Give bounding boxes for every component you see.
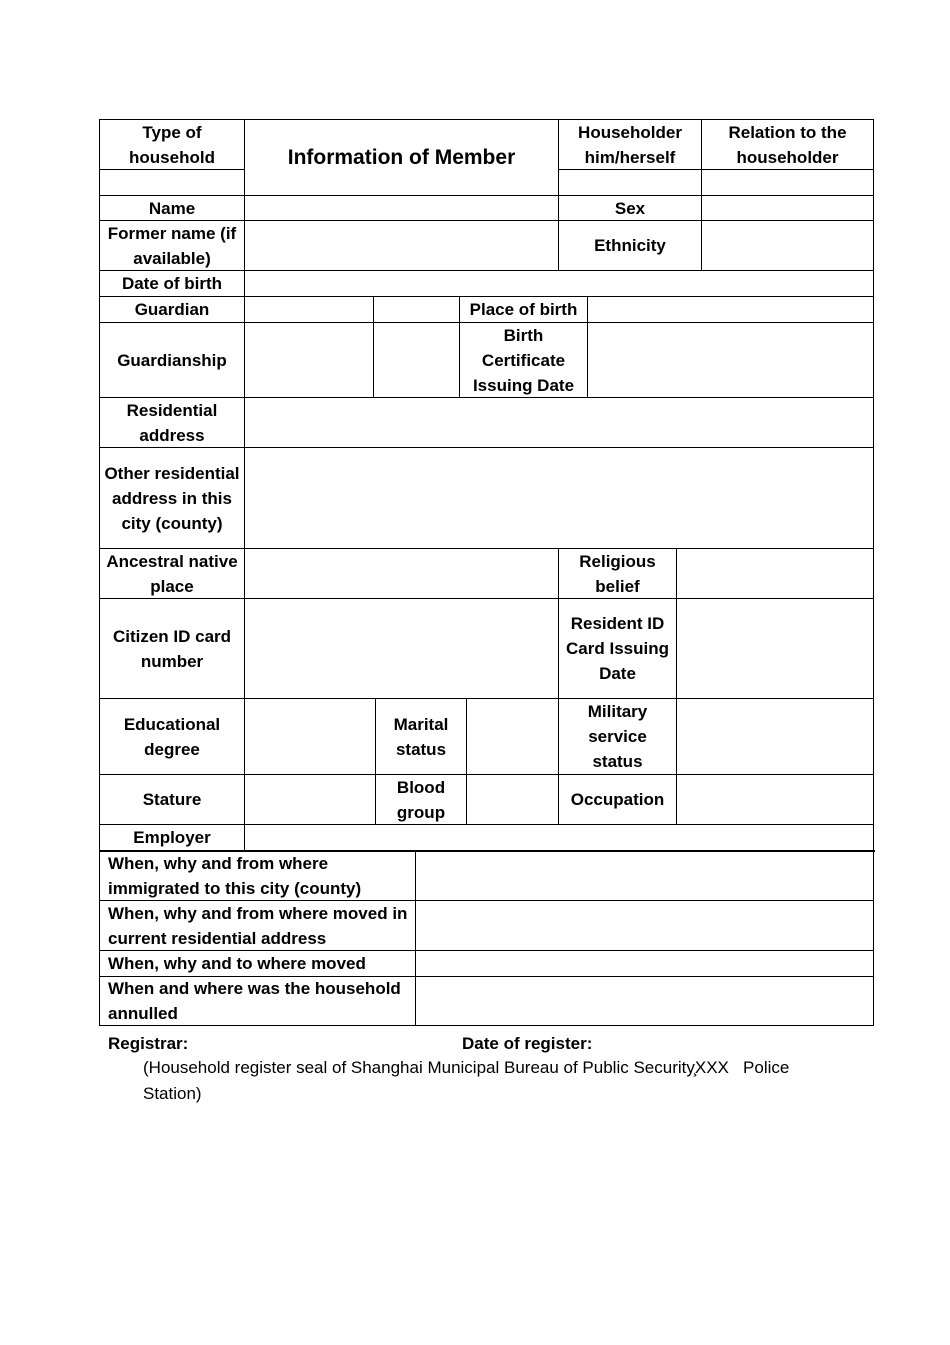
educational-degree-field[interactable] (244, 698, 376, 775)
military-service-label: Military service status (558, 698, 677, 775)
sex-label: Sex (558, 195, 702, 221)
date-of-birth-label: Date of birth (99, 270, 245, 297)
citizen-id-label: Citizen ID card number (99, 598, 245, 699)
annulled-label: When and where was the household annulled (99, 976, 416, 1026)
sex-field[interactable] (701, 195, 874, 221)
annulled-field[interactable] (415, 976, 874, 1026)
guardianship-field-2[interactable] (373, 322, 460, 398)
citizen-id-field[interactable] (244, 598, 559, 699)
former-name-field[interactable] (244, 220, 559, 271)
householder-label: Householder him/herself (558, 119, 702, 170)
resident-id-date-field[interactable] (676, 598, 874, 699)
place-of-birth-label: Place of birth (459, 296, 588, 323)
immigrated-field[interactable] (415, 850, 874, 901)
date-of-birth-field[interactable] (244, 270, 874, 297)
birth-certificate-date-label: Birth Certificate Issuing Date (459, 322, 588, 398)
moved-to-label: When, why and to where moved (99, 950, 416, 977)
relation-label: Relation to the householder (701, 119, 874, 170)
occupation-field[interactable] (676, 774, 874, 825)
religious-belief-field[interactable] (676, 548, 874, 599)
ethnicity-field[interactable] (701, 220, 874, 271)
residential-address-field[interactable] (244, 397, 874, 448)
other-residential-address-label: Other residential address in this city (county) (99, 447, 245, 549)
guardian-field-1[interactable] (244, 296, 374, 323)
type-of-household-label: Type of household (99, 119, 245, 170)
residential-address-label: Residential address (99, 397, 245, 448)
blood-group-label: Blood group (375, 774, 467, 825)
date-of-register-label: Date of register: (462, 1034, 593, 1053)
guardianship-label: Guardianship (99, 322, 245, 398)
resident-id-date-label: Resident ID Card Issuing Date (558, 598, 677, 699)
guardian-field-2[interactable] (373, 296, 460, 323)
name-label: Name (99, 195, 245, 221)
stature-label: Stature (99, 774, 245, 825)
marital-status-label: Marital status (375, 698, 467, 775)
moved-in-label: When, why and from where moved in current residential address (99, 900, 416, 951)
seal-note-line-2: Station) (143, 1084, 202, 1103)
military-service-field[interactable] (676, 698, 874, 775)
immigrated-label: When, why and from where immigrated to this city (county) (99, 850, 416, 901)
seal-note-line-1: (Household register seal of Shanghai Municipal Bureau of Public Security̧XXX Police (143, 1058, 790, 1077)
ancestral-native-place-field[interactable] (244, 548, 559, 599)
stature-field[interactable] (244, 774, 376, 825)
registrar-label: Registrar: (108, 1034, 189, 1053)
place-of-birth-field[interactable] (587, 296, 874, 323)
religious-belief-label: Religious belief (558, 548, 677, 599)
other-residential-address-field[interactable] (244, 447, 874, 549)
moved-to-field[interactable] (415, 950, 874, 977)
former-name-label: Former name (if available) (99, 220, 245, 271)
ancestral-native-place-label: Ancestral native place (99, 548, 245, 599)
birth-certificate-date-field[interactable] (587, 322, 874, 398)
ethnicity-label: Ethnicity (558, 220, 702, 271)
moved-in-field[interactable] (415, 900, 874, 951)
relation-value[interactable] (701, 169, 874, 196)
type-of-household-value[interactable] (99, 169, 245, 196)
guardianship-field-1[interactable] (244, 322, 374, 398)
educational-degree-label: Educational degree (99, 698, 245, 775)
householder-value[interactable] (558, 169, 702, 196)
name-field[interactable] (244, 195, 559, 221)
guardian-label: Guardian (99, 296, 245, 323)
blood-group-field[interactable] (466, 774, 559, 825)
occupation-label: Occupation (558, 774, 677, 825)
employer-label: Employer (99, 824, 245, 851)
marital-status-field[interactable] (466, 698, 559, 775)
employer-field[interactable] (244, 824, 874, 851)
form-title: Information of Member (244, 119, 559, 196)
